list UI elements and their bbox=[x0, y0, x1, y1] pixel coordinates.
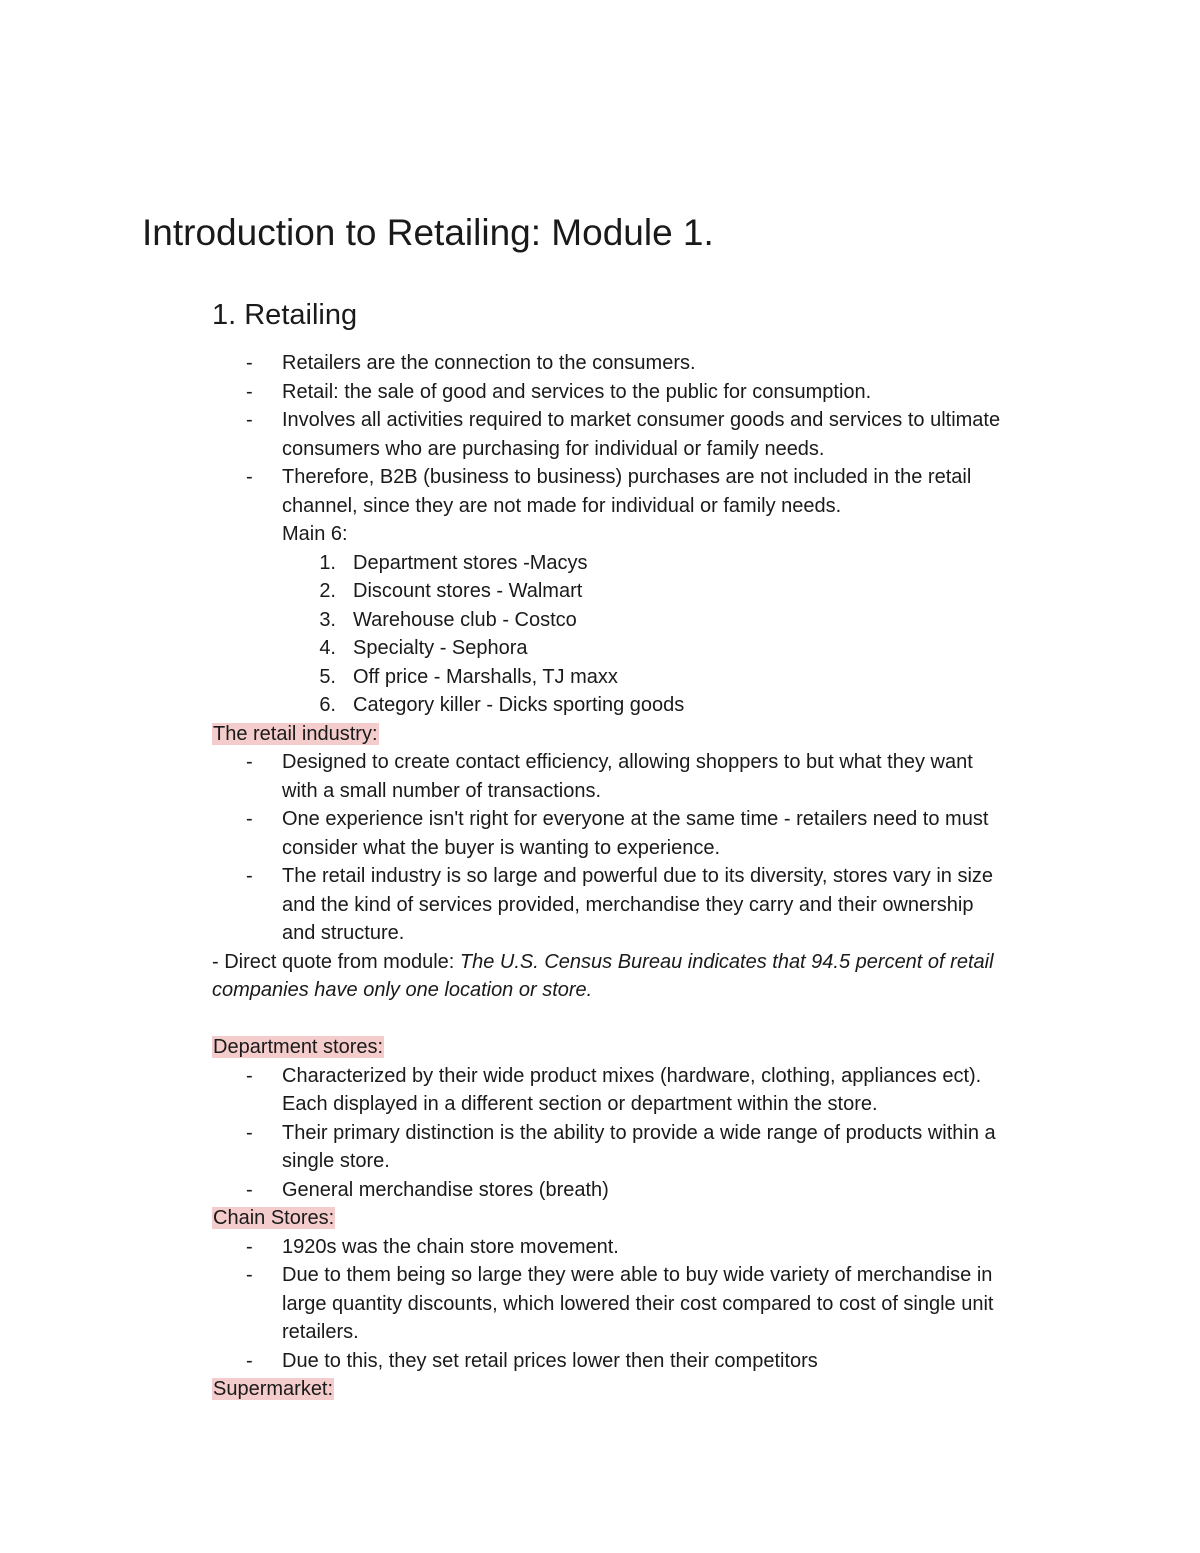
chain-stores-bullet-list bbox=[212, 1233, 1092, 1376]
bullet-text: Retailers are the connection to the consumers. bbox=[282, 352, 696, 374]
bullet-dash: - bbox=[246, 1264, 253, 1286]
bullet-text: single store. bbox=[282, 1150, 390, 1172]
bullet-item-line bbox=[212, 748, 1092, 777]
item-text: Discount stores - Walmart bbox=[353, 580, 583, 602]
direct-quote-line-1 bbox=[212, 948, 1092, 977]
bullet-dash: - bbox=[246, 865, 253, 887]
item-text: Off price - Marshalls, TJ maxx bbox=[353, 665, 618, 688]
bullet-text: The retail industry is so large and powerful due to its diversity, stores vary in size bbox=[282, 865, 994, 887]
bullet-item-line bbox=[212, 1119, 1092, 1148]
item-number: 2. bbox=[319, 580, 336, 602]
quote-prefix: - Direct quote from module: bbox=[212, 950, 460, 973]
retail-industry-bullet-list bbox=[212, 748, 1092, 948]
department-stores-heading-row bbox=[212, 1033, 1092, 1062]
blank-line bbox=[212, 1005, 1092, 1034]
quote-text-2: companies have only one location or store. bbox=[212, 979, 593, 1001]
bullet-item-line bbox=[212, 1062, 1092, 1091]
bullet-item-line bbox=[212, 777, 1092, 806]
item-number: 3. bbox=[319, 608, 336, 631]
document-title: Introduction to Retailing: Module 1. bbox=[142, 212, 714, 253]
bullet-text: with a small number of transactions. bbox=[282, 779, 602, 802]
retail-industry-heading: The retail industry: bbox=[213, 722, 378, 745]
supermarket-heading-row bbox=[212, 1375, 1092, 1404]
bullet-dash: - bbox=[246, 466, 253, 488]
main6-label: Main 6: bbox=[282, 523, 348, 545]
bullet-dash: - bbox=[246, 1064, 253, 1087]
bullet-dash: - bbox=[246, 352, 253, 374]
bullet-item-line bbox=[212, 1233, 1092, 1262]
bullet-dash: - bbox=[246, 1349, 253, 1372]
bullet-text: retailers. bbox=[282, 1321, 359, 1343]
item-text: Category killer - Dicks sporting goods bbox=[353, 694, 685, 716]
bullet-item-line bbox=[212, 862, 1092, 891]
numbered-item bbox=[212, 549, 1092, 578]
bullet-dash: - bbox=[246, 1178, 253, 1201]
bullet-text: large quantity discounts, which lowered their cost compared to cost of single unit bbox=[282, 1292, 994, 1315]
bullet-item-line bbox=[212, 919, 1092, 948]
bullet-dash: - bbox=[246, 751, 253, 773]
main6-label-row bbox=[212, 520, 1092, 549]
bullet-text: Designed to create contact efficiency, allowing shoppers to but what they want bbox=[282, 751, 973, 773]
bullet-text: and structure. bbox=[282, 922, 405, 944]
bullet-text: Involves all activities required to market consumer goods and services to ultimate bbox=[282, 409, 1001, 431]
item-text: Department stores -Macys bbox=[353, 551, 588, 574]
bullet-item-line bbox=[212, 1290, 1092, 1319]
bullet-dash: - bbox=[246, 1121, 253, 1144]
numbered-item bbox=[212, 634, 1092, 663]
bullet-item-line bbox=[212, 1176, 1092, 1205]
bullet-text: consider what the buyer is wanting to experience. bbox=[282, 836, 721, 859]
main6-numbered-list bbox=[212, 549, 1092, 720]
bullet-text: consumers who are purchasing for individual or family needs. bbox=[282, 437, 825, 460]
department-stores-bullet-list bbox=[212, 1062, 1092, 1205]
bullet-dash: - bbox=[246, 409, 253, 431]
bullet-item-line bbox=[212, 378, 1092, 407]
bullet-text: 1920s was the chain store movement. bbox=[282, 1235, 619, 1258]
chain-stores-heading-row bbox=[212, 1204, 1092, 1233]
bullet-item-line bbox=[212, 463, 1092, 492]
department-stores-heading: Department stores: bbox=[213, 1036, 384, 1058]
bullet-text: Characterized by their wide product mixes (hardware, clothing, appliances ect). bbox=[282, 1064, 982, 1087]
bullet-text: Their primary distinction is the ability to provide a wide range of products within a bbox=[282, 1121, 996, 1144]
item-number: 5. bbox=[319, 665, 336, 688]
bullet-dash: - bbox=[246, 380, 253, 403]
numbered-item bbox=[212, 577, 1092, 606]
item-number: 6. bbox=[319, 694, 336, 716]
bullet-item-line bbox=[212, 805, 1092, 834]
supermarket-heading: Supermarket: bbox=[213, 1378, 334, 1400]
numbered-item bbox=[212, 691, 1092, 720]
bullet-item-line bbox=[212, 435, 1092, 464]
bullet-item-line bbox=[212, 1261, 1092, 1290]
bullet-text: and the kind of services provided, merchandise they carry and their ownership bbox=[282, 893, 974, 916]
bullet-text: General merchandise stores (breath) bbox=[282, 1178, 609, 1201]
bullet-dash: - bbox=[246, 808, 253, 830]
bullet-dash: - bbox=[246, 1235, 253, 1258]
bullet-item-line bbox=[212, 492, 1092, 521]
document-body bbox=[212, 349, 1092, 1404]
item-text: Specialty - Sephora bbox=[353, 637, 528, 659]
bullet-item-line bbox=[212, 1090, 1092, 1119]
bullet-item-line bbox=[212, 1147, 1092, 1176]
bullet-item-line bbox=[212, 406, 1092, 435]
numbered-item bbox=[212, 663, 1092, 692]
item-number: 1. bbox=[319, 551, 336, 574]
quote-text-1: The U.S. Census Bureau indicates that 94.5 percent of retail bbox=[459, 950, 994, 973]
bullet-item-line bbox=[212, 1318, 1092, 1347]
bullet-item-line bbox=[212, 891, 1092, 920]
bullet-text: Therefore, B2B (business to business) purchases are not included in the retail bbox=[282, 466, 972, 488]
bullet-item-line bbox=[212, 834, 1092, 863]
chain-stores-heading: Chain Stores: bbox=[213, 1207, 335, 1229]
bullet-text: Due to them being so large they were able to buy wide variety of merchandise in bbox=[282, 1264, 993, 1286]
item-text: Warehouse club - Costco bbox=[353, 608, 577, 631]
direct-quote-line-2 bbox=[212, 976, 1092, 1005]
bullet-text: channel, since they are not made for individual or family needs. bbox=[282, 494, 842, 517]
retailing-bullet-list bbox=[212, 349, 1092, 520]
bullet-text: Each displayed in a different section or department within the store. bbox=[282, 1093, 878, 1115]
item-number: 4. bbox=[319, 637, 336, 659]
numbered-item bbox=[212, 606, 1092, 635]
retail-industry-heading-row bbox=[212, 720, 1092, 749]
bullet-text: One experience isn't right for everyone at the same time - retailers need to must bbox=[282, 808, 989, 830]
bullet-item-line bbox=[212, 349, 1092, 378]
bullet-item-line bbox=[212, 1347, 1092, 1376]
bullet-text: Due to this, they set retail prices lower then their competitors bbox=[282, 1349, 818, 1372]
section-heading-retailing: 1. Retailing bbox=[212, 299, 358, 331]
bullet-text: Retail: the sale of good and services to the public for consumption. bbox=[282, 380, 872, 403]
